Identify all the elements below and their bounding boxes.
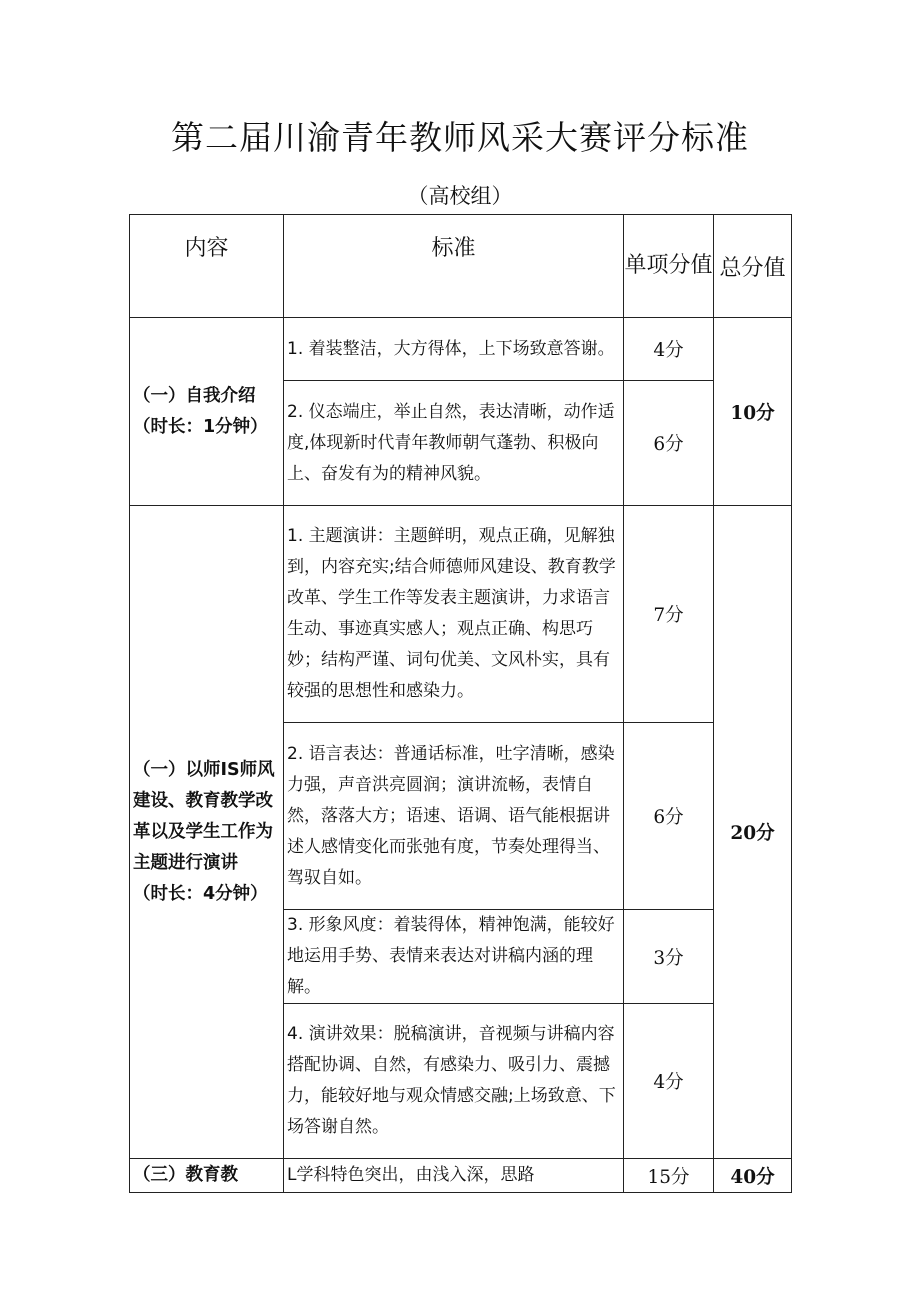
criterion-text: L学科特色突出，由浅入深，思路 <box>284 1159 624 1193</box>
item-score: 4分 <box>624 318 714 381</box>
item-score: 15分 <box>624 1159 714 1193</box>
page-subtitle: （高校组） <box>407 184 513 208</box>
scoring-table <box>129 214 792 1193</box>
section-total: 10分 <box>714 318 792 506</box>
section-category: （一）自我介绍 （时长：1分钟） <box>130 318 284 506</box>
criterion-text: 2. 仪态端庄，举止自然，表达清晰，动作适度,体现新时代青年教师朝气蓬勃、积极向上、奋发有为的精神风貌。 <box>284 381 624 506</box>
header-standard: 标准 <box>284 215 624 318</box>
criterion-text: 3. 形象风度：着装得体，精神饱满，能较好地运用手势、表情来表达对讲稿内涵的理解。 <box>284 910 624 1004</box>
item-score: 6分 <box>624 381 714 506</box>
header-content: 内容 <box>130 215 284 318</box>
item-score: 4分 <box>624 1004 714 1159</box>
criterion-text: 1. 着装整洁，大方得体，上下场致意答谢。 <box>284 318 624 381</box>
item-score: 7分 <box>624 506 714 723</box>
item-score: 3分 <box>624 910 714 1004</box>
section-category: （一）以师IS师风建设、教育教学改革以及学生工作为主题进行演讲 （时长：4分钟） <box>130 506 284 1159</box>
header-item-score: 单项分值 <box>624 215 714 318</box>
criterion-text: 1. 主题演讲：主题鲜明，观点正确，见解独到，内容充实;结合师德师风建设、教育教学改革、学生工作等发表主题演讲，力求语言生动、事迹真实感人；观点正确、构思巧妙；结构严谨、词句优美、文风朴实，具有较强的思想性和感染力。 <box>284 506 624 723</box>
table-row <box>130 506 792 723</box>
section-total: 20分 <box>714 506 792 1159</box>
criterion-text: 2. 语言表达：普通话标准，吐字清晰，感染力强，声音洪亮圆润；演讲流畅，表情自然，落落大方；语速、语调、语气能根据讲述人感情变化而张弛有度，节奏处理得当、驾驭自如。 <box>284 723 624 910</box>
criterion-text: 4. 演讲效果：脱稿演讲，音视频与讲稿内容搭配协调、自然，有感染力、吸引力、震撼力，能较好地与观众情感交融;上场致意、下场答谢自然。 <box>284 1004 624 1159</box>
item-score: 6分 <box>624 723 714 910</box>
header-total-score: 总分值 <box>714 215 792 318</box>
section-category: （三）教育教 <box>130 1159 284 1193</box>
page-title: 第二届川渝青年教师风采大赛评分标准 <box>171 118 749 157</box>
table-row <box>130 1159 792 1193</box>
section-total: 40分 <box>714 1159 792 1193</box>
table-row <box>130 318 792 381</box>
table-header-row <box>130 215 792 318</box>
